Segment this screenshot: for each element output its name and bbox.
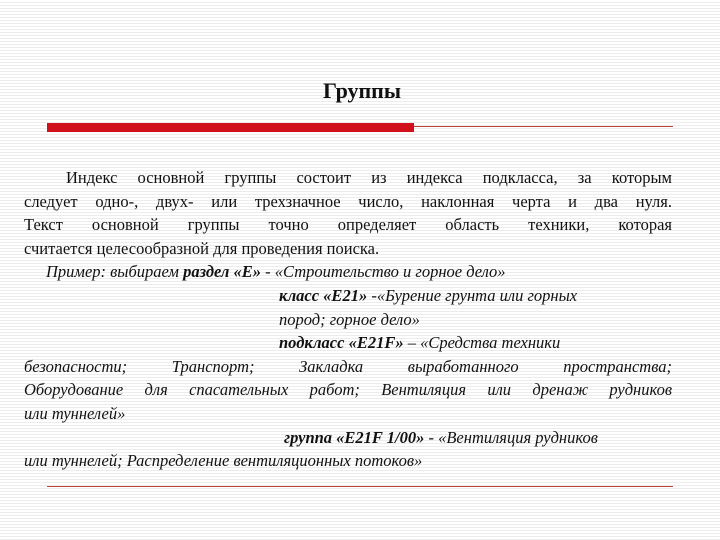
example-subclass-cont: Оборудование для спасательных работ; Вентиляция или дренаж рудников xyxy=(24,380,672,400)
example-subclass-line xyxy=(24,331,672,355)
example-class-text: -«Бурение грунта или горных xyxy=(367,285,578,305)
example-class-label: класс «E21» xyxy=(279,285,368,305)
slide-title xyxy=(0,78,720,104)
title-accent-bar xyxy=(47,123,414,132)
bottom-rule xyxy=(47,486,673,487)
title-underline-rule xyxy=(414,126,673,127)
example-intro: Пример: выбираем xyxy=(46,262,184,282)
example-section-label: раздел «E» xyxy=(183,262,262,282)
example-group-line xyxy=(24,426,672,450)
example-subclass-label: подкласс «E21F» xyxy=(279,333,404,353)
example-class-line xyxy=(24,284,672,308)
example-subclass-text: – «Средства техники xyxy=(403,333,561,353)
example-group-cont: или туннелей; Распределение вентиляционных потоков» xyxy=(24,451,423,471)
paragraph-line: Индекс основной группы состоит из индекса подкласса, за которым xyxy=(66,168,672,187)
example-group-text: - «Вентиляция рудников xyxy=(424,427,598,447)
body-text xyxy=(24,166,672,473)
example-subclass-cont: или туннелей» xyxy=(24,403,126,423)
example-class-line-2: пород; горное дело» xyxy=(279,309,420,329)
paragraph-line: следует одно-, двух- или трехзначное число, наклонная черта и два нуля. xyxy=(24,191,672,211)
example-section-line xyxy=(24,260,672,284)
example-group-label: группа «E21F 1/00» xyxy=(284,427,425,447)
paragraph-line: считается целесообразной для проведения поиска. xyxy=(24,238,380,258)
paragraph-line: Текст основной группы точно определяет область техники, которая xyxy=(24,215,672,235)
slide-title-text: Группы xyxy=(322,78,402,103)
example-section-text: - «Строительство и горное дело» xyxy=(261,262,506,282)
example-subclass-cont: безопасности; Транспорт; Закладка выработанного пространства; xyxy=(24,356,672,376)
